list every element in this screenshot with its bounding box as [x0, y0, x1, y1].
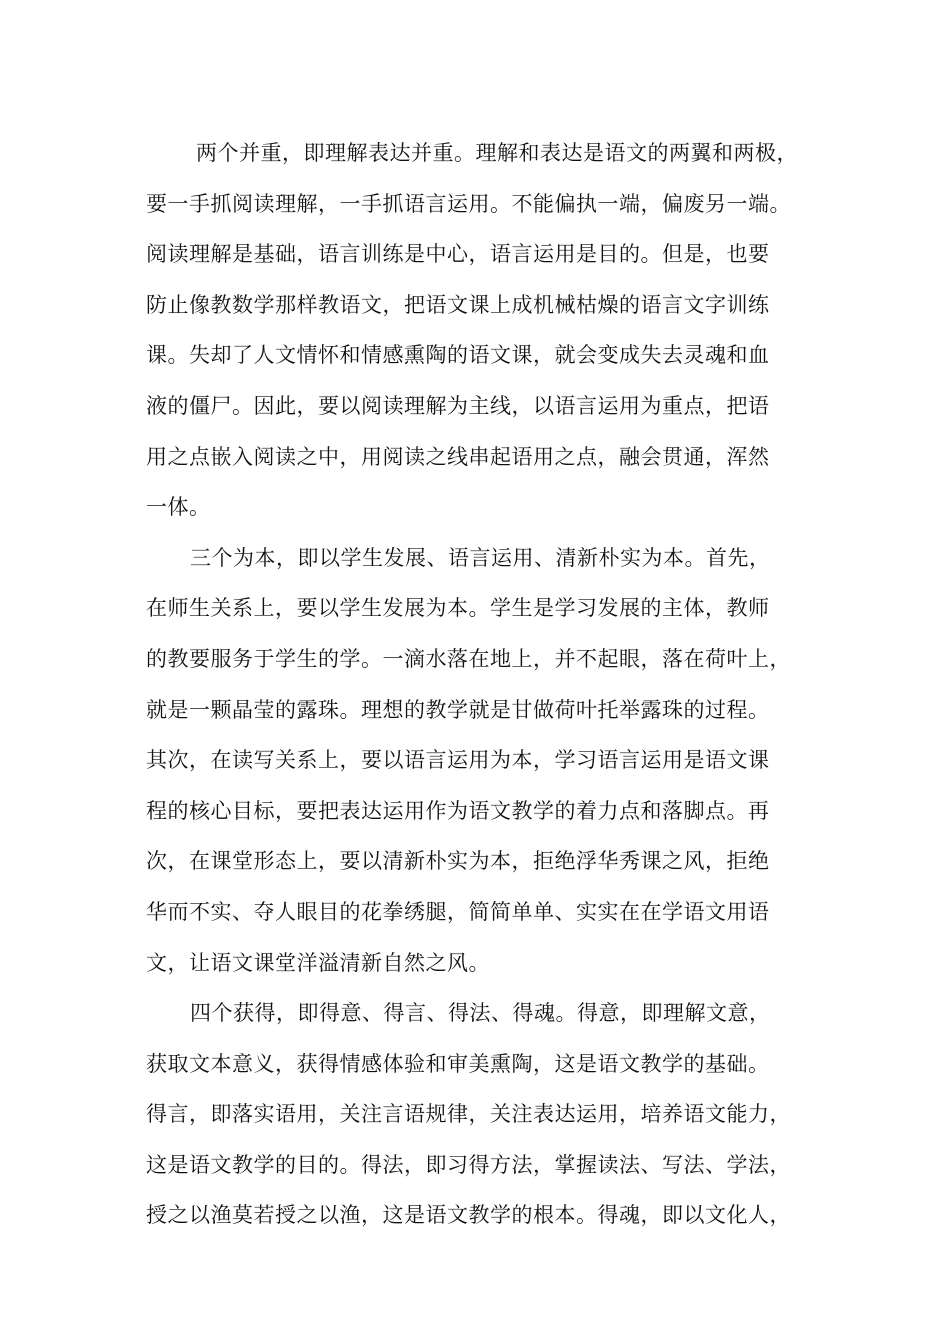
paragraph-2-line-9: 文，让语文课堂洋溢清新自然之风。: [146, 950, 490, 975]
paragraph-2-line-1: 三个为本，即以学生发展、语言运用、清新朴实为本。首先，: [190, 545, 771, 570]
paragraph-3-line-3: 得言，即落实语用，关注言语规律，关注表达运用，培养语文能力，: [146, 1102, 791, 1127]
body-text: [146, 128, 816, 1241]
paragraph-2-line-3: 的教要服务于学生的学。一滴水落在地上，并不起眼，落在荷叶上，: [146, 646, 791, 671]
paragraph-1-line-8: 一体。: [146, 495, 211, 520]
paragraph-2-line-8: 华而不实、夺人眼目的花拳绣腿，简简单单、实实在在学语文用语: [146, 899, 770, 924]
paragraph-1-line-6: 液的僵尸。因此，要以阅读理解为主线，以语言运用为重点，把语: [146, 393, 770, 418]
paragraph-3-line-5: 授之以渔莫若授之以渔，这是语文教学的根本。得魂，即以文化人，: [146, 1203, 791, 1228]
paragraph-2-line-2: 在师生关系上，要以学生发展为本。学生是学习发展的主体，教师: [146, 596, 770, 621]
paragraph-3-line-1: 四个获得，即得意、得言、得法、得魂。得意，即理解文意，: [190, 1001, 771, 1026]
paragraph-1-line-3: 阅读理解是基础，语言训练是中心，语言运用是目的。但是，也要: [146, 242, 770, 267]
paragraph-3-line-2: 获取文本意义，获得情感体验和审美熏陶，这是语文教学的基础。: [146, 1051, 770, 1076]
paragraph-2-line-7: 次，在课堂形态上，要以清新朴实为本，拒绝浮华秀课之风，拒绝: [146, 849, 770, 874]
paragraph-2-line-6: 程的核心目标，要把表达运用作为语文教学的着力点和落脚点。再: [146, 798, 770, 823]
paragraph-1-line-5: 课。失却了人文情怀和情感熏陶的语文课，就会变成失去灵魂和血: [146, 343, 770, 368]
paragraph-1-line-4: 防止像教数学那样教语文，把语文课上成机械枯燥的语言文字训练: [146, 292, 770, 317]
paragraph-1-line-1: 两个并重，即理解表达并重。理解和表达是语文的两翼和两极，: [196, 141, 798, 165]
paragraph-1-line-2: 要一手抓阅读理解，一手抓语言运用。不能偏执一端，偏废另一端。: [146, 191, 791, 216]
paragraph-2-line-5: 其次，在读写关系上，要以语言运用为本，学习语言运用是语文课: [146, 748, 770, 773]
paragraph-3-line-4: 这是语文教学的目的。得法，即习得方法，掌握读法、写法、学法，: [146, 1152, 791, 1177]
paragraph-1-line-7: 用之点嵌入阅读之中，用阅读之线串起语用之点，融会贯通，浑然: [146, 444, 770, 469]
paragraph-2-line-4: 就是一颗晶莹的露珠。理想的教学就是甘做荷叶托举露珠的过程。: [146, 697, 770, 722]
